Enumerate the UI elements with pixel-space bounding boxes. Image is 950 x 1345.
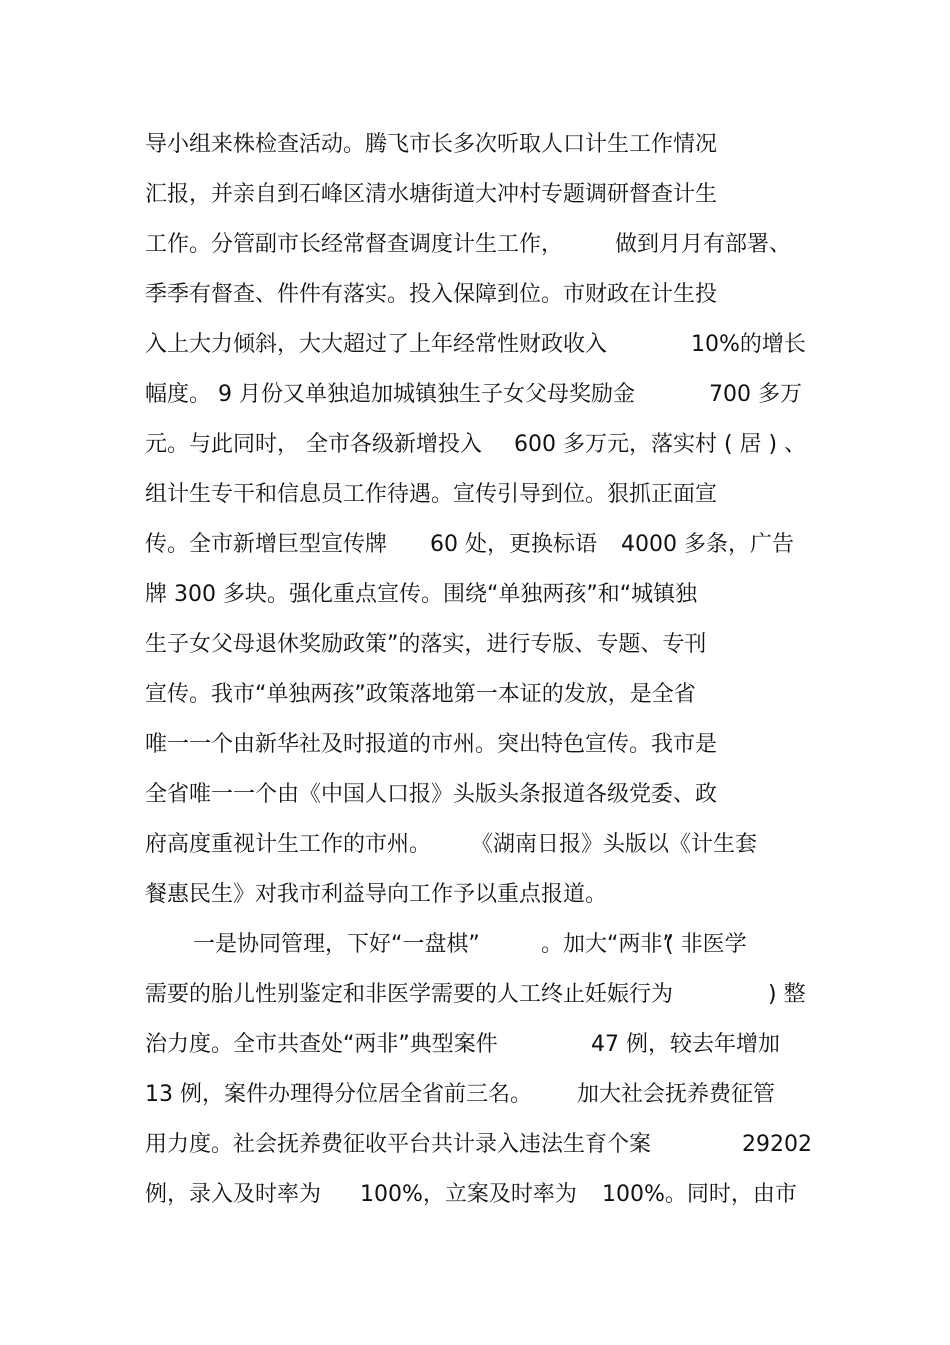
text-segment: 做到月月有部署、	[615, 232, 792, 257]
text-segment: 府高度重视计生工作的市州。	[145, 832, 432, 857]
text-segment: ) 整	[768, 982, 806, 1007]
text-segment: 需要的胎儿性别鉴定和非医学需要的人工终止妊娠行为	[145, 982, 674, 1007]
text-segment: 4000 多条，广告	[621, 532, 794, 557]
text-segment: 一是协同管理，下好“一盘棋”	[193, 932, 480, 957]
text-segment: 汇报，并亲自到石峰区清水塘街道大冲村专题调研督查计生	[145, 182, 718, 207]
text-segment: 100%。同时，由市	[602, 1182, 797, 1207]
text-segment: 700 多万	[709, 382, 802, 407]
text-segment: 工作。分管副市长经常督查调度计生工作，	[145, 232, 564, 257]
text-segment: 宣传。我市“单独两孩”政策落地第一本证的发放，是全省	[145, 682, 696, 707]
text-segment: 29202	[742, 1132, 812, 1157]
text-segment: 例，录入及时率为	[145, 1182, 322, 1207]
text-segment: 47 例，较去年增加	[591, 1032, 780, 1057]
text-segment: 全省唯一一个由《中国人口报》头版头条报道各级党委、政	[145, 782, 718, 807]
text-segment: 用力度。社会抚养费征收平台共计录入违法生育个案	[145, 1132, 652, 1157]
text-segment: 13 例，案件办理得分位居全省前三名。	[145, 1082, 532, 1107]
text-segment: 治力度。全市共查处“两非”典型案件	[145, 1032, 498, 1057]
text-segment: 600 多万元，落实村 ( 居 ) 、	[514, 432, 807, 457]
text-segment: 餐惠民生》对我市利益导向工作予以重点报道。	[145, 882, 608, 907]
text-segment: 牌 300 多块。强化重点宣传。围绕“单独两孩”和“城镇独	[145, 582, 698, 607]
text-segment: 100%，立案及时率为	[360, 1182, 577, 1207]
text-segment: 10%的增长	[691, 332, 806, 357]
text-segment: 传。全市新增巨型宣传牌	[145, 532, 388, 557]
text-segment: 组计生专干和信息员工作待遇。宣传引导到位。狠抓正面宣	[145, 482, 718, 507]
text-segment: ( 非医学	[665, 932, 747, 957]
text-segment: 生子女父母退休奖励政策”的落实，进行专版、专题、专刊	[145, 632, 707, 657]
text-segment: 幅度。 9 月份又单独追加城镇独生子女父母奖励金	[145, 382, 635, 407]
text-segment: 入上大力倾斜，大大超过了上年经常性财政收入	[145, 332, 608, 357]
text-segment: 季季有督查、件件有落实。投入保障到位。市财政在计生投	[145, 282, 718, 307]
text-segment: 《湖南日报》头版以《计生套	[471, 832, 758, 857]
text-segment: 唯一一个由新华社及时报道的市州。突出特色宣传。我市是	[145, 732, 718, 757]
text-segment: 。加大“两非”	[541, 932, 674, 957]
text-segment: 60 处，更换标语	[430, 532, 597, 557]
text-segment: 加大社会抚养费征管	[577, 1082, 776, 1107]
text-segment: 导小组来株检查活动。腾飞市长多次听取人口计生工作情况	[145, 132, 718, 157]
text-segment: 元。与此同时， 全市各级新增投入	[145, 432, 482, 457]
